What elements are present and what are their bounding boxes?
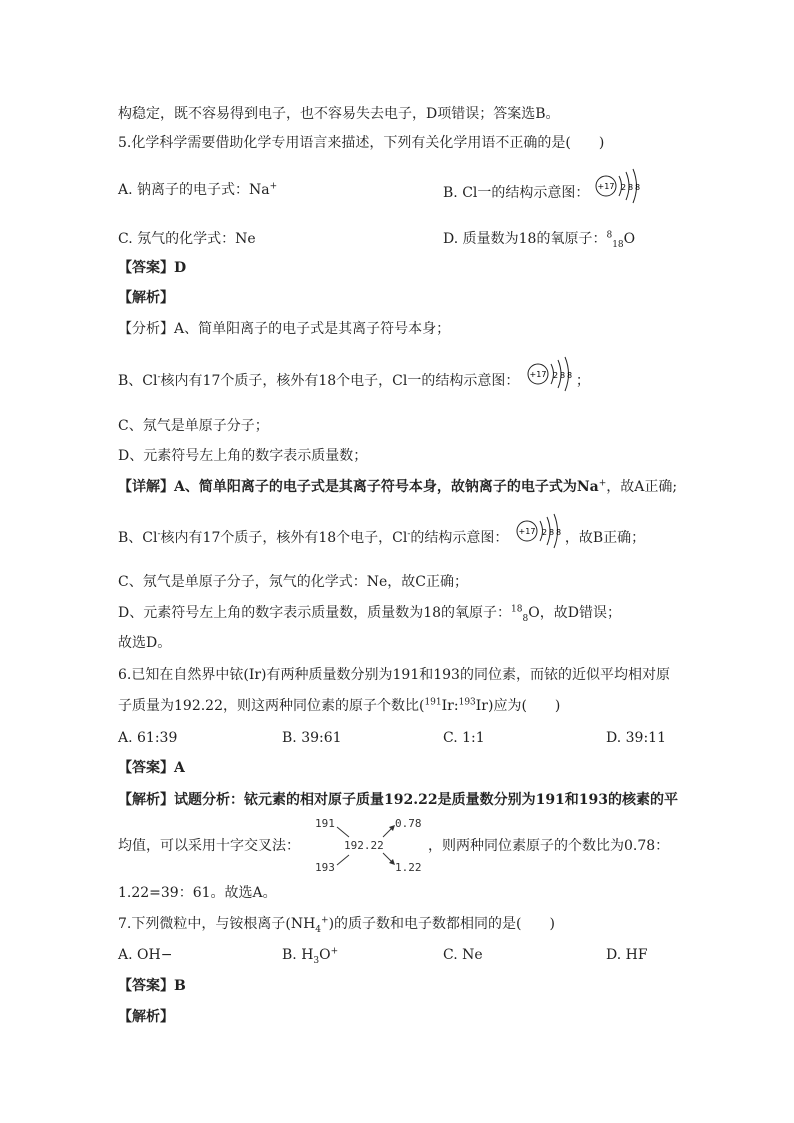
option-7c: C. Ne xyxy=(443,947,483,963)
cross-mid: 192.22 xyxy=(344,839,384,852)
cross-r2: 1.22 xyxy=(395,861,422,874)
analysis-line: 【解析】试题分析：铱元素的相对原子质量192.22是质量数分别为191和193的核素的平 xyxy=(118,792,679,808)
detail-line: D、元素符号左上角的数字表示质量数，质量数为18的氧原子：$^{18}_8$O，故D错误； xyxy=(118,604,621,624)
analysis-line: 均值，可以采用十字交叉法： xyxy=(118,838,300,854)
analysis-5-heading: 【解析】 xyxy=(118,290,174,306)
nucleus-label: +17 xyxy=(518,527,536,536)
nucleus-label: +17 xyxy=(597,182,615,191)
shell-3: 8 xyxy=(634,183,640,192)
cl-structure-diagram xyxy=(513,511,565,551)
shell-1: 2 xyxy=(552,371,558,380)
detail-line: 故选D。 xyxy=(118,635,172,651)
analysis-line: ，则两种同位素原子的个数比为0.78： xyxy=(428,838,670,854)
shell-3: 8 xyxy=(555,528,561,537)
cross-arrows xyxy=(313,815,428,875)
shell-2: 8 xyxy=(559,371,565,380)
shell-3: 8 xyxy=(566,371,572,380)
option-5d: D. 质量数为18的氧原子：$^8_{18}$O xyxy=(443,230,636,250)
option-5b: B. Cl一的结构示意图： +17 2 8 8 xyxy=(443,180,642,206)
cl-structure-diagram xyxy=(524,354,576,394)
cross-method-diagram xyxy=(313,815,428,875)
cl-structure-diagram xyxy=(594,166,642,206)
detail-line: B、Cl-核内有17个质子，核外有18个电子，Cl-的结构示意图： +17 2 8 8 ，故B正确； xyxy=(118,525,645,551)
shell-1: 2 xyxy=(620,183,626,192)
answer-6: 【答案】A xyxy=(118,760,185,776)
option-7d: D. HF xyxy=(606,947,648,963)
detail-line: 【详解】A、简单阳离子的电子式是其离子符号本身，故钠离子的电子式为Na+，故A正确; xyxy=(118,478,678,495)
option-5a: A. 钠离子的电子式：Na+ xyxy=(118,181,278,198)
cross-a: 191 xyxy=(315,817,335,830)
cross-b: 193 xyxy=(315,861,335,874)
option-6b: B. 39:61 xyxy=(282,730,342,746)
analysis-7-heading: 【解析】 xyxy=(118,1009,174,1025)
option-6a: A. 61:39 xyxy=(118,730,178,746)
nucleus-label: +17 xyxy=(529,370,547,379)
detail-line: C、氖气是单原子分子，氖气的化学式：Ne，故C正确； xyxy=(118,574,468,590)
question-6: 子质量为192.22，则这两种同位素的原子个数比($^{191}$Ir:$^{193}$Ir)应为( ) xyxy=(118,697,561,714)
option-7b: B. $H_3O^+$ xyxy=(282,946,339,966)
question-5: 5.化学科学需要借助化学专用语言来描述，下列有关化学用语不正确的是( ) xyxy=(118,135,605,151)
analysis-line: D、元素符号左上角的数字表示质量数； xyxy=(118,448,368,464)
analysis-line: 1.22=39：61。故选A。 xyxy=(118,885,277,901)
answer-5: 【答案】D xyxy=(118,260,187,276)
analysis-line: B、Cl-核内有17个质子，核外有18个电子，Cl一的结构示意图： +17 2 8 8 ； xyxy=(118,368,590,394)
answer-7: 【答案】B xyxy=(118,978,186,994)
analysis-line: C、氖气是单原子分子； xyxy=(118,418,269,434)
shell-1: 2 xyxy=(541,528,547,537)
option-7a: A. OH− xyxy=(118,947,173,963)
text-line: 构稳定，既不容易得到电子，也不容易失去电子，D项错误；答案选B。 xyxy=(118,106,560,122)
question-6: 6.已知在自然界中铱(Ir)有两种质量数分别为191和193的同位素，而铱的近似平均相对原 xyxy=(118,667,670,683)
analysis-line: 【分析】A、简单阳离子的电子式是其离子符号本身； xyxy=(118,321,451,337)
option-5c: C. 氖气的化学式：Ne xyxy=(118,231,256,247)
cross-r1: 0.78 xyxy=(395,817,422,830)
option-6d: D. 39:11 xyxy=(606,730,666,746)
option-6c: C. 1:1 xyxy=(443,730,485,746)
shell-2: 8 xyxy=(548,528,554,537)
question-7: 7.下列微粒中，与铵根离子$(NH_4^+)$的质子数和电子数都相同的是( ) xyxy=(118,915,555,935)
shell-2: 8 xyxy=(627,183,633,192)
